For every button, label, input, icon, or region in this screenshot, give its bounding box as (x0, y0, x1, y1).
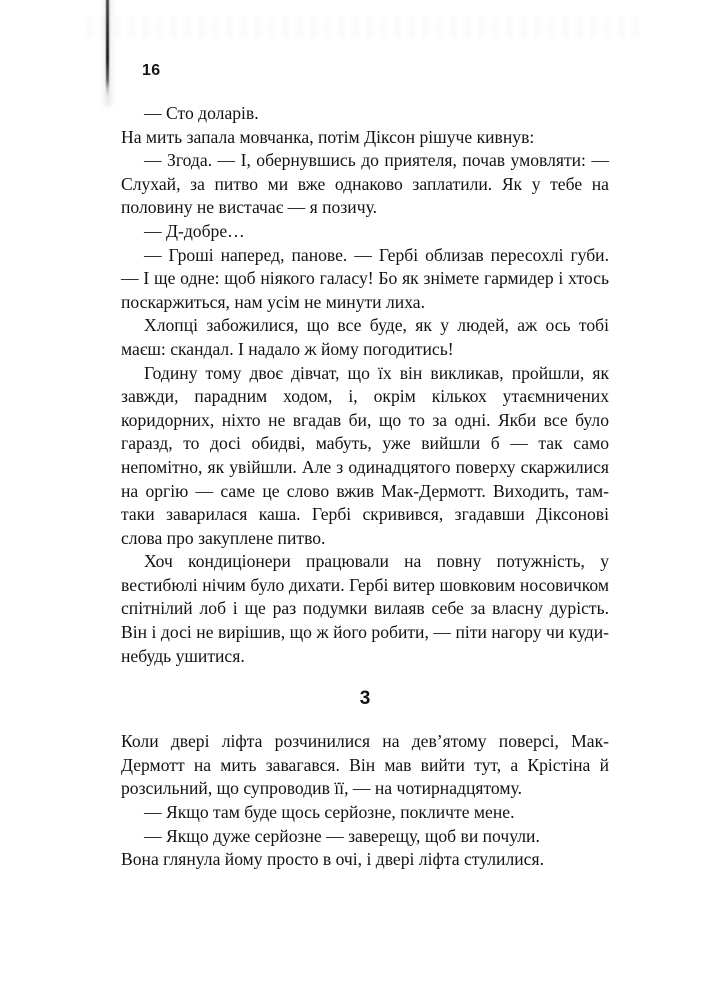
paragraph: Годину тому двоє дівчат, що їх він викликав, пройшли, як завжди, парадним ходом, і, окрім кількох утаємничених коридорних, ніхто не вгадав би, що то за одні. Якби все було гаразд, то досі обидві, мабуть, уже вийшли б — так само непомітно, як увійшли. Але з одинадцятого поверху скаржилися на оргію — саме це слово вжив Мак-Дермотт. Виходить, там-таки заварилася каша. Гербі скривився, згадавши Діксонові слова про закуплене питво. (121, 362, 609, 548)
paragraph: Хлопці забожилися, що все буде, як у людей, аж ось тобі маєш: скандал. І надало ж йому погодитись! (121, 315, 609, 359)
paragraph: Хоч кондиціонери працювали на повну потужність, у вестибюлі нічим було дихати. Гербі витер шовковим носовичком спітнілий лоб і ще раз подумки вилаяв себе за власну дурість. Він і досі не вирішив, що ж його робити, — піти нагору чи куди-небудь ушитися. (121, 551, 609, 666)
gutter-shadow-soft-artifact (101, 0, 114, 106)
paragraph: Коли двері ліфта розчинилися на дев’ятому поверсі, Мак-Дермотт на мить завагався. Він мав вийти тут, а Крістіна й розсильний, що супроводив її, — на чотирнадцятому. (121, 731, 609, 799)
gutter-shadow-artifact (106, 0, 109, 98)
paragraph: На мить запала мовчанка, потім Діксон рішуче кивнув: (121, 126, 535, 147)
paragraph: — Якщо там буде щось серйозне, покличте мене. (144, 802, 515, 823)
show-through-band-artifact (86, 16, 646, 38)
section-number: 3 (359, 688, 371, 710)
paragraph: — Якщо дуже серйозне — заверещу, щоб ви почули. (144, 825, 540, 846)
paragraph: — Гроші наперед, панове. — Гербі облизав пересохлі губи. — І ще одне: щоб ніякого галасу! Бо як знімете гармидер і хтось поскаржиться, нам усім не минути лиха. (121, 244, 609, 312)
page-number: 16 (142, 62, 161, 79)
paragraph: — Згода. — І, обернувшись до приятеля, почав умовляти: — Слухай, за питво ми вже однаково заплатили. Як у тебе на половину не вистачає — я позичу. (121, 150, 609, 218)
paragraph: — Сто доларів. (144, 103, 259, 123)
paragraph: — Д-добре… (144, 220, 245, 241)
body-text-block (121, 102, 609, 872)
paragraph: Вона глянула йому просто в очі, і двері ліфта стулилися. (121, 849, 544, 870)
